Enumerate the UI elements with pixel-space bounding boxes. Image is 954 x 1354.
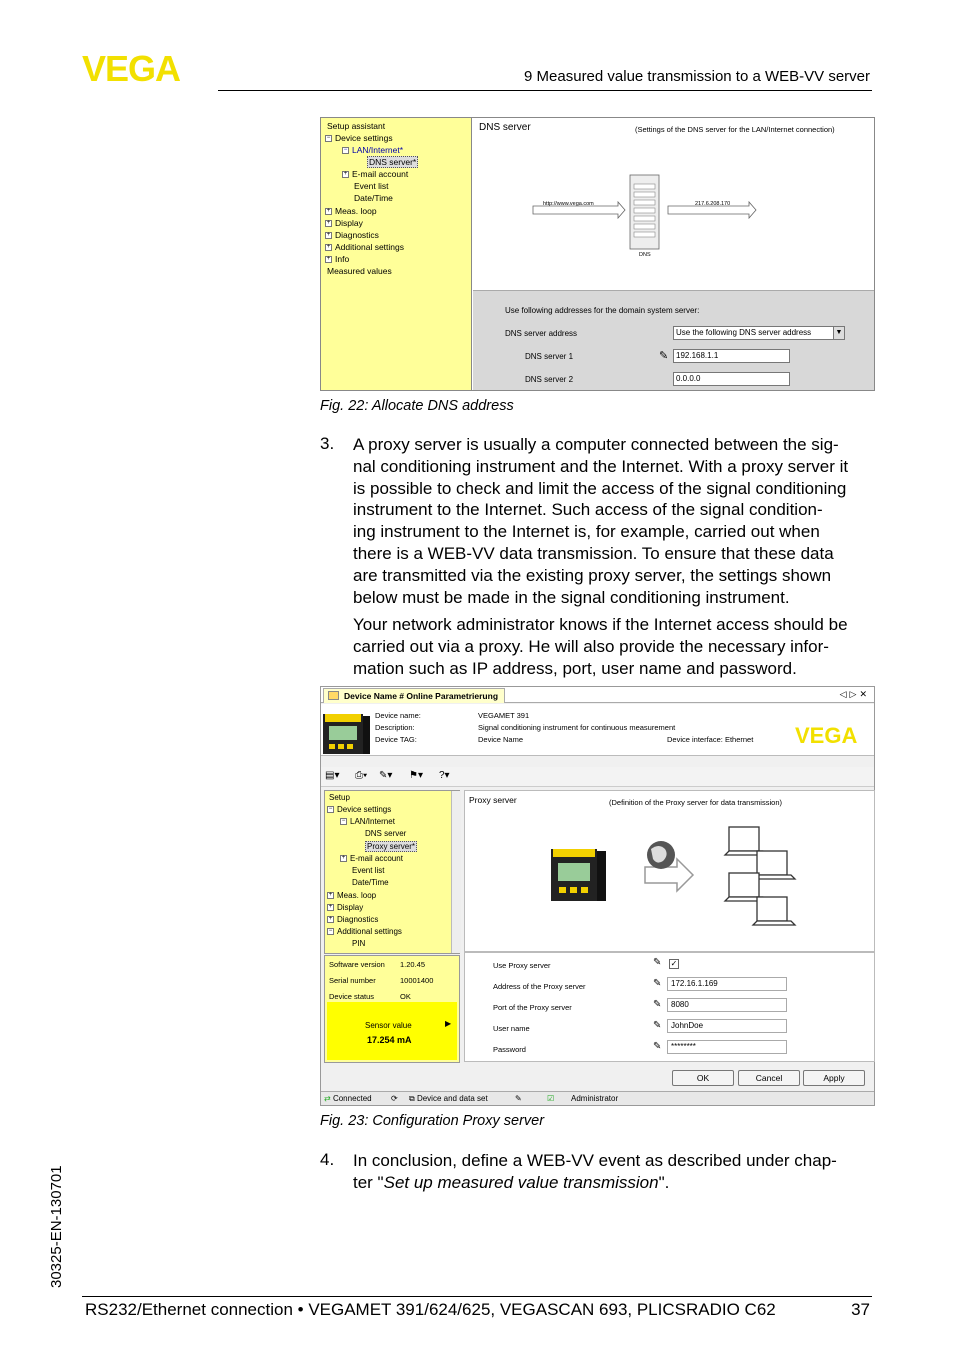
tree-scrollbar[interactable] — [451, 791, 461, 953]
connected-status: ⇄ Connected — [324, 1094, 372, 1103]
device-tag-value: Device Name — [478, 735, 524, 744]
expand-icon[interactable]: + — [326, 256, 331, 263]
help-icon[interactable]: ?▾ — [439, 770, 450, 781]
tree-item-date-time[interactable]: Date/Time — [354, 193, 393, 203]
dns-info-pane — [473, 118, 874, 290]
password-label: Password — [493, 1045, 526, 1054]
password-field[interactable]: ******** — [667, 1040, 787, 1054]
proxy-port-field[interactable]: 8080 — [667, 998, 787, 1012]
expand-icon[interactable]: + — [328, 892, 333, 899]
tree-item-date-time[interactable]: Date/Time — [352, 878, 389, 887]
collapse-icon[interactable]: − — [328, 928, 333, 935]
tree-item-device-settings[interactable]: − Device settings — [328, 805, 392, 814]
expand-icon[interactable]: + — [326, 208, 331, 215]
device-status-label: Device status — [329, 992, 375, 1001]
pencil-icon: ✎ — [653, 999, 662, 1010]
tree-item-diagnostics[interactable]: + Diagnostics — [328, 915, 379, 924]
expand-icon[interactable]: + — [326, 244, 331, 251]
sensor-value-box — [327, 1002, 457, 1060]
proxy-form — [464, 952, 875, 1062]
tree-item-dns-server[interactable]: DNS server* — [369, 157, 417, 167]
expand-icon[interactable]: + — [343, 171, 348, 178]
dns1-label: DNS server 1 — [525, 352, 574, 361]
arrow-left-icon[interactable]: ◁ — [839, 689, 850, 699]
tree-item-display[interactable]: + Display — [328, 903, 364, 912]
step-3-paragraph-2: Your network administrator knows if the Internet access should be carried out via a proxy. He will also provide the necessary infor- mation such as IP address, port, user name and password. — [353, 615, 848, 678]
print-icon[interactable]: ⎙▾ — [355, 770, 368, 781]
arrow-right-icon[interactable]: ▷ — [849, 689, 860, 699]
svg-text:VEGA: VEGA — [82, 52, 181, 84]
expand-icon[interactable]: + — [328, 916, 333, 923]
proxy-port-label: Port of the Proxy server — [493, 1003, 572, 1012]
tree-item-dns-server[interactable]: DNS server — [365, 829, 407, 838]
tree-item-device-settings[interactable]: − Device settings — [326, 133, 393, 143]
figure-proxy-settings — [320, 686, 875, 1106]
collapse-icon[interactable]: − — [328, 806, 333, 813]
dns2-field[interactable]: 0.0.0.0 — [673, 372, 790, 386]
pencil-icon: ✎ — [515, 1094, 522, 1103]
tree-item-lan-internet[interactable]: − LAN/Internet — [341, 817, 395, 826]
globe-arrow-icon — [643, 835, 697, 895]
tab-bar — [321, 687, 874, 703]
sensor-value-label: Sensor value — [365, 1021, 412, 1030]
chevron-down-icon[interactable]: ▼ — [833, 327, 844, 339]
proxy-address-label: Address of the Proxy server — [493, 982, 586, 991]
document-code: 30325-EN-130701 — [48, 1165, 65, 1288]
sensor-value: 17.254 mA — [367, 1035, 412, 1045]
tree-item-meas-loop[interactable]: + Meas. loop — [328, 891, 377, 900]
dns-diagram — [473, 118, 875, 290]
tree-item-meas-loop[interactable]: + Meas. loop — [326, 206, 377, 216]
connection-icon: ⇄ — [324, 1094, 331, 1103]
server-icon — [630, 175, 659, 249]
pane-title: DNS server — [479, 122, 531, 133]
expand-icon[interactable]: + — [328, 904, 333, 911]
form-instruction: Use following addresses for the domain system server: — [505, 306, 700, 315]
pencil-icon: ✎ — [653, 957, 662, 968]
tree-item-additional-settings[interactable]: + Additional settings — [326, 242, 404, 252]
step-3-number: 3. — [320, 434, 335, 453]
step-4-paragraph: In conclusion, define a WEB-VV event as described under chap- ter "Set up measured value transmission". — [353, 1151, 837, 1192]
serial-number-label: Serial number — [329, 976, 376, 985]
page-number: 37 — [851, 1300, 870, 1319]
dns-form — [473, 290, 874, 390]
pane-description: (Definition of the Proxy server for data transmission) — [609, 798, 782, 807]
description-value: Signal conditioning instrument for continuous measurement — [478, 723, 676, 732]
header-rule — [218, 90, 872, 91]
dns-address-label: DNS server address — [505, 329, 578, 338]
dataset-icon: ⧉ — [409, 1094, 415, 1103]
proxy-address-field[interactable]: 172.16.1.169 — [667, 977, 787, 991]
device-name-label: Device name: — [375, 711, 421, 720]
status-bar — [321, 1091, 874, 1105]
server-label: DNS — [639, 252, 651, 258]
vega-logo — [82, 52, 212, 84]
view-icon[interactable]: ▤▾ — [325, 770, 340, 781]
use-proxy-checkbox[interactable]: ✓ — [670, 959, 678, 968]
serial-number-value: 10001400 — [400, 976, 434, 985]
figure-dns-settings — [320, 117, 875, 391]
svg-text:VEGA: VEGA — [795, 724, 858, 746]
pencil-icon: ✎ — [653, 978, 662, 989]
apply-button[interactable]: Apply — [803, 1070, 865, 1086]
navigation-tree — [321, 118, 472, 390]
device-tab-icon — [328, 691, 339, 700]
device-tag-label: Device TAG: — [375, 735, 417, 744]
tree-item-event-list[interactable]: Event list — [354, 181, 389, 191]
tree-item-email-account[interactable]: + E-mail account — [341, 854, 403, 863]
tree-item-measured-values[interactable]: Measured values — [327, 266, 392, 276]
tree-item-diagnostics[interactable]: + Diagnostics — [326, 230, 379, 240]
tree-item-display[interactable]: + Display — [326, 218, 363, 228]
url-label: http://www.vega.com — [543, 201, 594, 207]
software-version-label: Software version — [329, 960, 385, 969]
tree-item-lan-internet[interactable]: − LAN/Internet* — [343, 145, 404, 155]
close-icon[interactable]: ✕ — [859, 689, 870, 699]
software-version-value: 1.20.45 — [400, 960, 426, 969]
step-4-number: 4. — [320, 1150, 335, 1169]
pencil-icon: ✎ — [653, 1020, 662, 1031]
tab-online-parametrierung[interactable]: Device Name # Online Parametrierung — [323, 688, 505, 703]
tree-item-proxy-server[interactable]: Proxy server* — [367, 842, 416, 851]
footer-text: RS232/Ethernet connection • VEGAMET 391/624/625, VEGASCAN 693, PLICSRADIO C62 — [85, 1300, 776, 1319]
user-name-label: User name — [493, 1024, 530, 1033]
device-name-value: VEGAMET 391 — [478, 711, 530, 720]
dataset-status: ⧉ Device and data set — [409, 1094, 488, 1103]
proxy-info-pane — [464, 790, 875, 952]
navigation-tree — [324, 790, 460, 954]
device-image — [323, 712, 371, 756]
pane-title: Proxy server — [469, 795, 517, 805]
expand-icon[interactable]: + — [341, 855, 346, 862]
collapse-icon[interactable]: − — [326, 135, 331, 142]
language-icon[interactable]: ⚑▾ — [409, 770, 423, 781]
pane-description: (Settings of the DNS server for the LAN/Internet connection) — [635, 125, 835, 134]
user-role: Administrator — [571, 1094, 619, 1103]
tree-item-additional-settings[interactable]: − Additional settings — [328, 927, 402, 936]
tree-item-setup[interactable]: Setup — [329, 793, 350, 802]
pencil-icon: ✎ — [659, 350, 669, 362]
play-icon[interactable]: ▶ — [445, 1019, 452, 1028]
tree-item-email-account[interactable]: + E-mail account — [343, 169, 409, 179]
device-status-panel — [324, 955, 460, 1063]
expand-icon[interactable]: + — [326, 232, 331, 239]
chapter-title: 9 Measured value transmission to a WEB-VV server — [524, 68, 870, 85]
ip-label: 217.6.208.170 — [695, 201, 731, 207]
user-name-field[interactable]: JohnDoe — [667, 1019, 787, 1033]
collapse-icon[interactable]: − — [343, 147, 348, 154]
device-image — [549, 831, 609, 903]
description-label: Description: — [375, 723, 415, 732]
tools-icon[interactable]: ✎▾ — [379, 770, 393, 781]
tree-item-info[interactable]: + Info — [326, 254, 350, 264]
refresh-icon[interactable]: ⟳ — [391, 1094, 398, 1103]
expand-icon[interactable]: + — [326, 220, 331, 227]
use-proxy-label: Use Proxy server — [493, 961, 551, 970]
dns-address-select[interactable]: Use the following DNS server address ▼ — [673, 326, 845, 340]
device-header — [321, 704, 874, 756]
ok-button[interactable]: OK — [672, 1070, 734, 1086]
device-status-value: OK — [400, 992, 411, 1001]
figure-23-caption: Fig. 23: Configuration Proxy server — [320, 1113, 545, 1129]
device-interface: Device interface: Ethernet — [667, 735, 754, 744]
tree-item-pin[interactable]: PIN — [352, 939, 366, 948]
tree-item-event-list[interactable]: Event list — [352, 866, 385, 875]
dns1-field[interactable]: 192.168.1.1 — [673, 349, 790, 363]
dns2-label: DNS server 2 — [525, 375, 574, 384]
vega-logo-small — [795, 724, 867, 746]
computers-icon — [723, 825, 797, 929]
toolbar — [321, 767, 874, 787]
cancel-button[interactable]: Cancel — [738, 1070, 800, 1086]
collapse-icon[interactable]: − — [341, 818, 346, 825]
figure-22-caption: Fig. 22: Allocate DNS address — [320, 398, 514, 414]
tree-item-setup-assistant[interactable]: Setup assistant — [327, 121, 386, 131]
step-3-paragraph: A proxy server is usually a computer connected between the sig- nal conditioning instrument and the Internet. With a proxy server it is possible to check and limit the access of the signal conditioning instrument to the Internet. Such access of the signal condition- ing instrument to the Internet is, for example, carried out when there is a WEB-VV data transmission. To ensure that these data are transmitted via the existing proxy server, the settings shown below must be made in the signal conditioning instrument. — [353, 435, 849, 607]
checkmark-icon: ☑ — [547, 1094, 555, 1103]
tab-navigation — [840, 689, 870, 700]
pencil-icon: ✎ — [653, 1041, 662, 1052]
footer-rule — [82, 1296, 872, 1297]
